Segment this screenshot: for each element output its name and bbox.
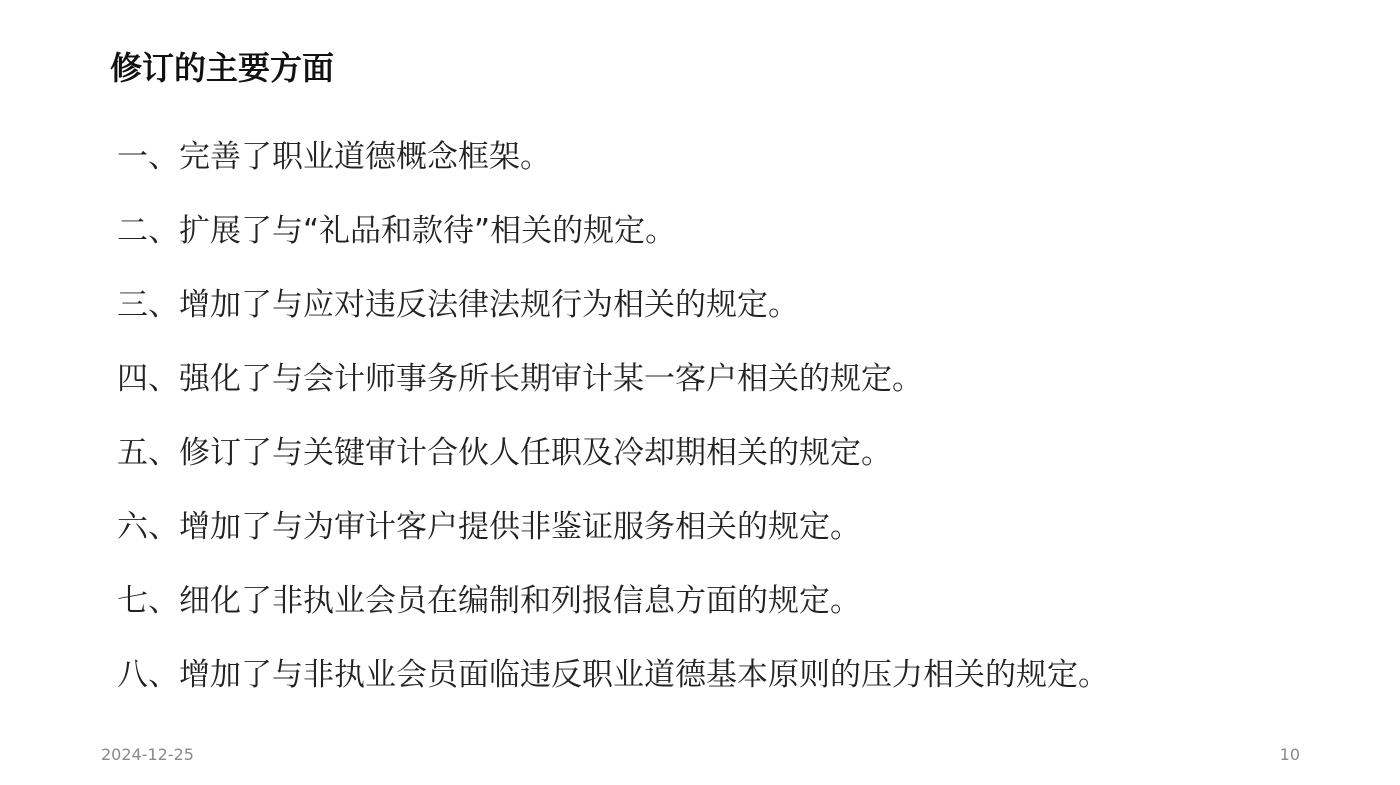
list-item: 七、细化了非执业会员在编制和列报信息方面的规定。 xyxy=(117,583,861,619)
list-item: 八、增加了与非执业会员面临违反职业道德基本原则的压力相关的规定。 xyxy=(117,657,1109,693)
list-item: 一、完善了职业道德概念框架。 xyxy=(117,139,551,175)
list-item: 六、增加了与为审计客户提供非鉴证服务相关的规定。 xyxy=(117,509,861,545)
list-item: 四、强化了与会计师事务所长期审计某一客户相关的规定。 xyxy=(117,361,923,397)
slide-title: 修订的主要方面 xyxy=(110,49,335,87)
list-item: 三、增加了与应对违反法律法规行为相关的规定。 xyxy=(117,287,799,323)
footer-date: 2024-12-25 xyxy=(101,745,194,764)
list-item: 二、扩展了与“礼品和款待”相关的规定。 xyxy=(117,213,677,249)
page-number: 10 xyxy=(1279,745,1300,764)
revision-list xyxy=(117,130,1109,722)
list-item: 五、修订了与关键审计合伙人任职及冷却期相关的规定。 xyxy=(117,435,892,471)
